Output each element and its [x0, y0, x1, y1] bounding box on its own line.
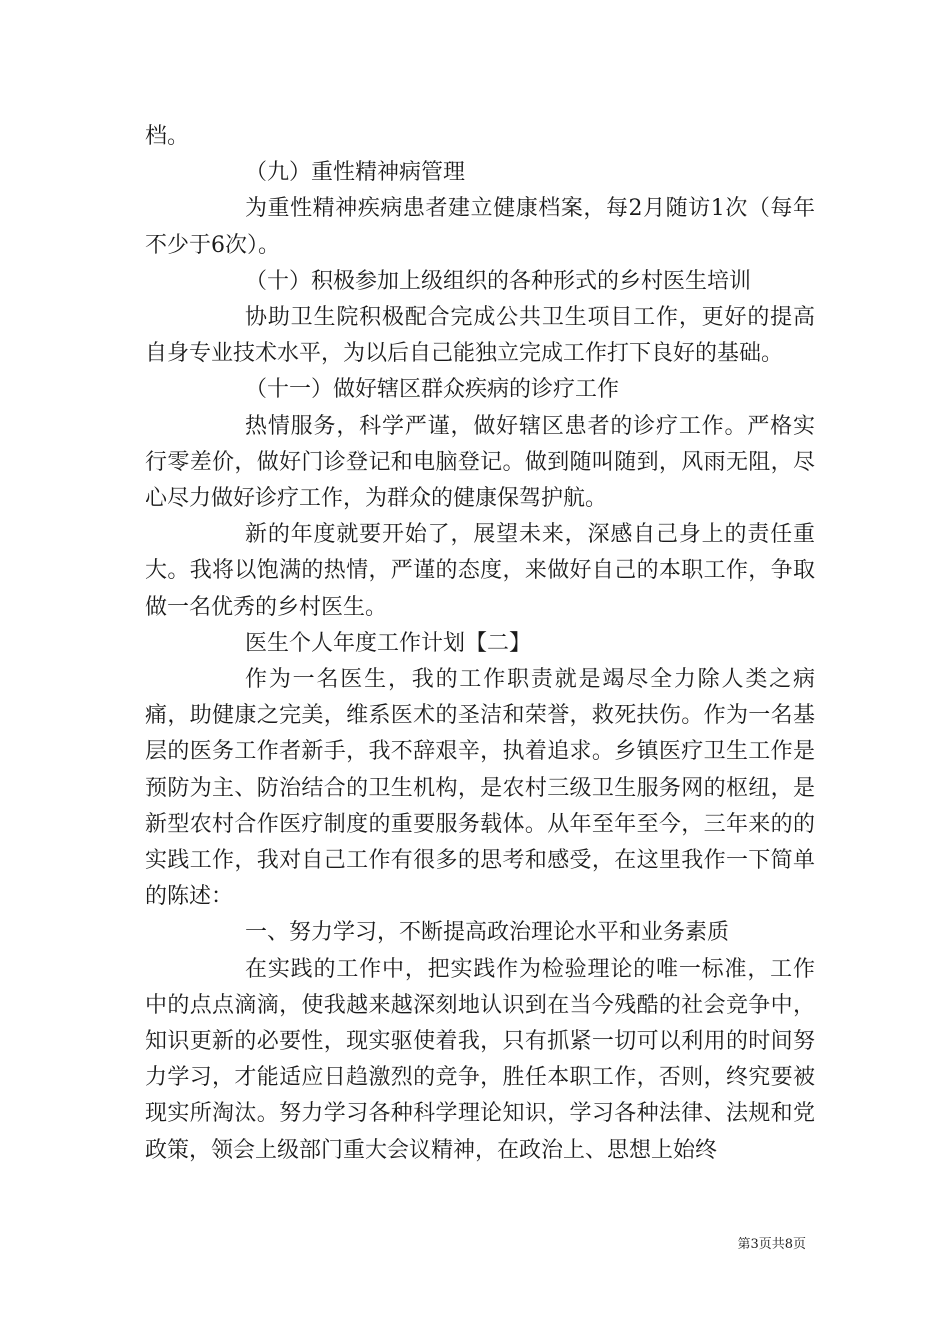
section-heading-9: （九）重性精神病管理 [245, 160, 466, 186]
paragraph: 协助卫生院积极配合完成公共卫生项目工作，更好的提高自身专业技术水平，为以后自己能独立完成工作打下良好的基础。 [145, 305, 815, 367]
section-heading-1: 一、努力学习，不断提高政治理论水平和业务素质 [245, 920, 730, 946]
section-heading-11: （十一）做好辖区群众疾病的诊疗工作 [245, 377, 620, 403]
document-body [145, 119, 815, 1169]
paragraph: 在实践的工作中，把实践作为检验理论的唯一标准，工作中的点点滴滴，使我越来越深刻地认识到在当今残酷的社会竞争中，知识更新的必要性，现实驱使着我，只有抓紧一切可以利用的时间努力学习，才能适应日趋激烈的竞争，胜任本职工作，否则，终究要被现实所淘汰。努力学习各种科学理论知识，学习各种法律、法规和党政策，领会上级部门重大会议精神，在政治上、思想上始终 [145, 956, 815, 1163]
section-heading-10: （十）积极参加上级组织的各种形式的乡村医生培训 [245, 268, 752, 294]
page-number: 第3页共8页 [737, 1237, 806, 1252]
paragraph: 作为一名医生，我的工作职责就是竭尽全力除人类之病痛，助健康之完美，维系医术的圣洁和荣誉，救死扶伤。作为一名基层的医务工作者新手，我不辞艰辛，执着追求。乡镇医疗卫生工作是预防为主、防治结合的卫生机构，是农村三级卫生服务网的枢纽，是新型农村合作医疗制度的重要服务载体。从年至年至今，三年来的的实践工作，我对自己工作有很多的思考和感受，在这里我作一下简单的陈述： [145, 667, 815, 910]
paragraph: 为重性精神疾病患者建立健康档案，每2月随访1次（每年不少于6次）。 [145, 196, 815, 258]
paragraph: 热情服务，科学严谨，做好辖区患者的诊疗工作。严格实行零差价，做好门诊登记和电脑登记。做到随叫随到，风雨无阻，尽心尽力做好诊疗工作，为群众的健康保驾护航。 [145, 413, 815, 512]
paragraph: 新的年度就要开始了，展望未来，深感自己身上的责任重大。我将以饱满的热情，严谨的态度，来做好自己的本职工作，争取做一名优秀的乡村医生。 [145, 522, 815, 620]
paragraph-continuation: 档。 [145, 124, 190, 149]
document-title-part-two: 医生个人年度工作计划【二】 [245, 630, 532, 656]
